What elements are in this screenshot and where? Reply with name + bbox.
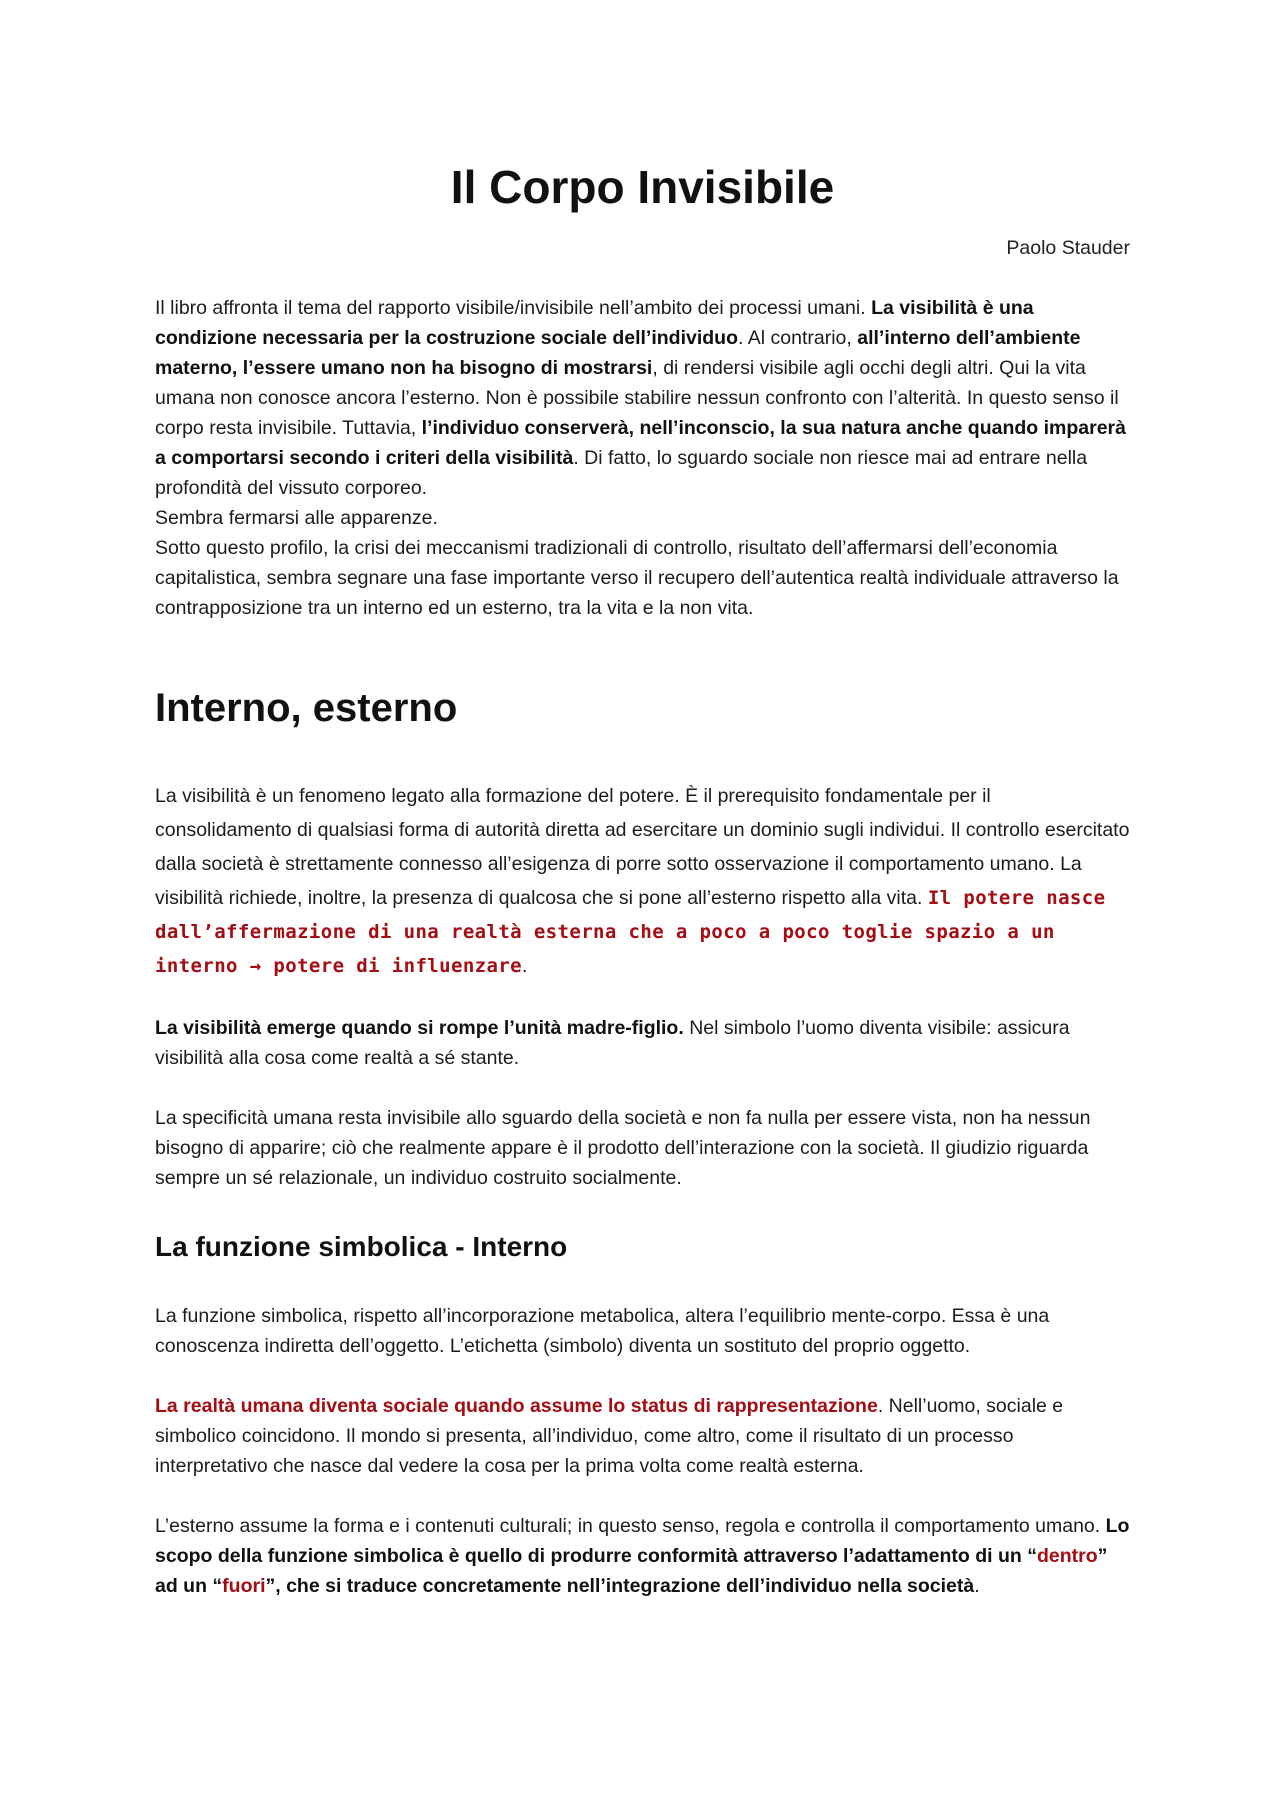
intro-text-4: . Di fatto, lo sguardo sociale non riesce mai ad entrare nella profondità del vissuto corporeo. xyxy=(155,447,1088,499)
section1-p2-bold: La visibilità emerge quando si rompe l’unità madre-figlio. xyxy=(155,1017,684,1039)
section1-paragraph-1 xyxy=(155,779,1130,983)
section1-paragraph-3: La specificità umana resta invisibile allo sguardo della società e non fa nulla per essere vista, non ha nessun bisogno di apparire; ciò che realmente appare è il prodotto dell’interazione con la società. Il giudizio riguarda sempre un sé relazionale, un individuo costruito socialmente. xyxy=(155,1107,1091,1189)
section1-paragraph-2 xyxy=(155,1013,1130,1073)
section2-paragraph-2 xyxy=(155,1391,1130,1481)
section2-p3-bold-3: ”, che si traduce concretamente nell’integrazione dell’individuo nella società xyxy=(265,1575,975,1597)
section1-p1-text: La visibilità è un fenomeno legato alla formazione del potere. È il prerequisito fondamentale per il consolidamento di qualsiasi forma di autorità diretta ad esercitare un dominio sugli individui. Il controllo esercitato dalla società è strettamente connesso all’esigenza di porre sotto osservazione il comportamento umano. La visibilità richiede, inoltre, la presenza di qualcosa che si pone all’esterno rispetto alla vita. xyxy=(155,785,1130,909)
intro-bold-3: l’individuo conserverà, nell’inconscio, la sua natura anche quando imparerà a comportarsi secondo i criteri della visibilità xyxy=(155,417,1126,469)
intro-text-1: Il libro affronta il tema del rapporto visibile/invisibile nell’ambito dei processi umani. xyxy=(155,297,872,319)
intro-line-3: Sotto questo profilo, la crisi dei meccanismi tradizionali di controllo, risultato dell’affermarsi dell’economia capitalistica, sembra segnare una fase importante verso il recupero dell’autentica realtà individuale attraverso la contrapposizione tra un interno ed un esterno, tra la vita e la non vita. xyxy=(155,537,1119,619)
intro-bold-1: La visibilità è una condizione necessaria per la costruzione sociale dell’individuo xyxy=(155,297,1034,349)
section2-p3-red-dentro: dentro xyxy=(1036,1545,1098,1567)
intro-paragraph xyxy=(155,293,1130,623)
author-name: Paolo Stauder xyxy=(1006,237,1130,259)
section2-paragraph-1: La funzione simbolica, rispetto all’incorporazione metabolica, altera l’equilibrio mente-corpo. Essa è una conoscenza indiretta dell’oggetto. L’etichetta (simbolo) diventa un sostituto del proprio oggetto. xyxy=(155,1305,1050,1357)
section1-p1-highlight: Il potere nasce dall’affermazione di una realtà esterna che a poco a poco toglie spazio a un interno → potere di influenzare xyxy=(155,887,1106,977)
document-title: Il Corpo Invisibile xyxy=(450,161,835,213)
section2-p3-bold-1: Lo scopo della funzione simbolica è quello di produrre conformità attraverso l’adattamento di un “ xyxy=(155,1515,1130,1567)
intro-text-2: . Al contrario, xyxy=(738,327,858,349)
intro-text-3: , di rendersi visibile agli occhi degli altri. Qui la vita umana non conosce ancora l’esterno. Non è possibile stabilire nessun confronto con l’alterità. In questo senso il corpo resta invisibile. Tuttavia, xyxy=(155,357,1119,439)
section-heading-funzione-simbolica: La funzione simbolica - Interno xyxy=(155,1231,568,1262)
section2-p2-text: . Nell’uomo, sociale e simbolico coincidono. Il mondo si presenta, all’individuo, come altro, come il risultato di un processo interpretativo che nasce dal vedere la cosa per la prima volta come realtà esterna. xyxy=(155,1395,1064,1477)
section2-p3-bold-2: ” ad un “ xyxy=(155,1545,1108,1597)
section2-p3-red-fuori: fuori xyxy=(222,1575,266,1597)
section2-p3-end: . xyxy=(974,1575,980,1597)
section-heading-interno-esterno: Interno, esterno xyxy=(155,686,458,730)
section2-paragraph-3 xyxy=(155,1511,1130,1601)
section1-p2-text: Nel simbolo l’uomo diventa visibile: assicura visibilità alla cosa come realtà a sé stante. xyxy=(155,1017,1070,1069)
document-content xyxy=(155,155,1130,1601)
section2-p3-text: L’esterno assume la forma e i contenuti culturali; in questo senso, regola e controlla il comportamento umano. xyxy=(155,1515,1106,1537)
intro-line-2: Sembra fermarsi alle apparenze. xyxy=(155,507,438,529)
section1-p1-end: . xyxy=(522,955,528,977)
section2-p2-red: La realtà umana diventa sociale quando assume lo status di rappresentazione xyxy=(155,1395,878,1417)
intro-bold-2: all’interno dell’ambiente materno, l’essere umano non ha bisogno di mostrarsi xyxy=(155,327,1081,379)
